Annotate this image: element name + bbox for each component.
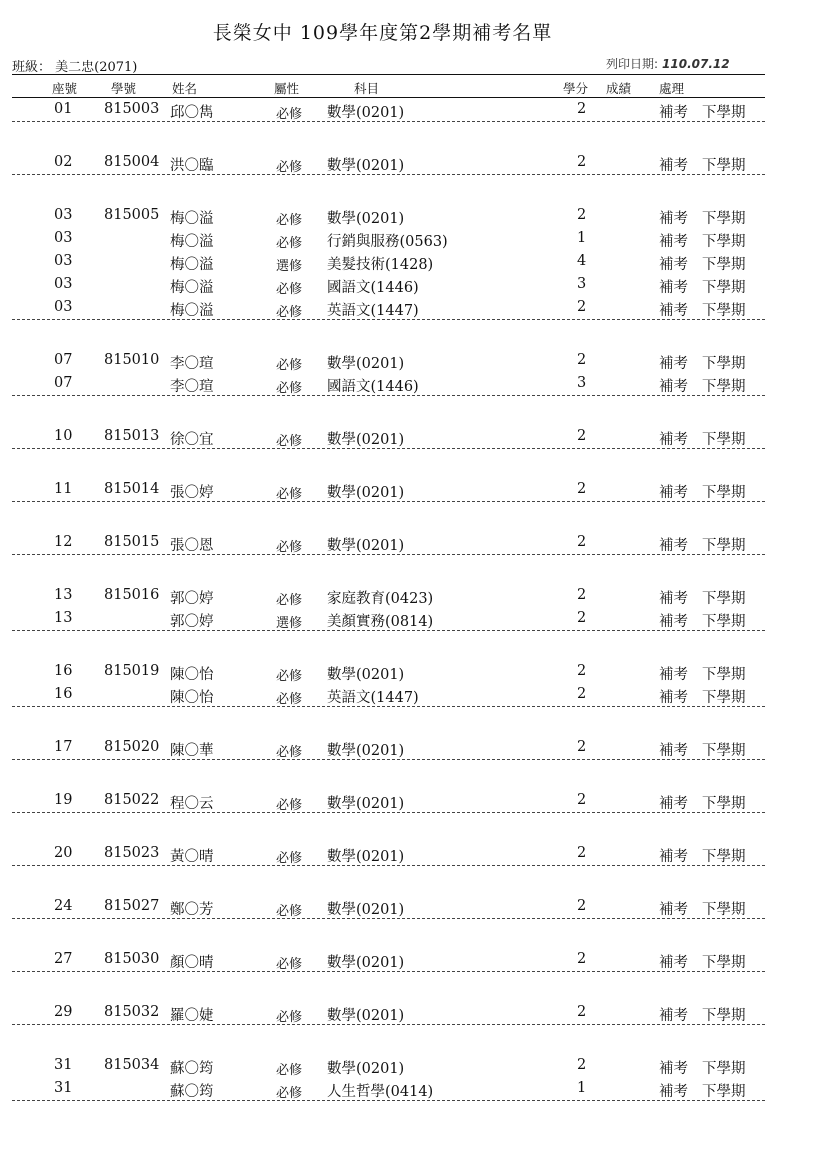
credits-cell: 2 (577, 951, 587, 967)
seat-cell: 13 (54, 587, 73, 603)
attr-cell: 必修 (276, 107, 303, 122)
credits-cell: 2 (577, 739, 587, 755)
name-cell: 陳〇怡 (170, 690, 214, 706)
seat-cell: 03 (54, 299, 73, 315)
name-cell: 程〇云 (170, 796, 214, 812)
name-cell: 張〇婷 (170, 485, 214, 501)
seat-cell: 20 (54, 845, 73, 861)
group-divider (12, 554, 765, 555)
seat-cell: 02 (54, 154, 73, 170)
attr-cell: 必修 (276, 160, 303, 175)
seat-cell: 07 (54, 352, 73, 368)
name-cell: 梅〇溢 (170, 303, 214, 319)
student-id-cell: 815030 (104, 951, 160, 967)
seat-cell: 17 (54, 739, 73, 755)
subject-cell: 英語文(1447) (327, 303, 419, 319)
group-divider (12, 865, 765, 866)
table-row (0, 481, 827, 503)
term-cell: 下學期 (702, 796, 746, 812)
col-subject-header: 科目 (354, 81, 380, 96)
group-divider (12, 395, 765, 396)
seat-cell: 24 (54, 898, 73, 914)
subject-cell: 數學(0201) (327, 743, 405, 759)
header-bottom-rule (12, 97, 765, 98)
credits-cell: 2 (577, 587, 587, 603)
term-cell: 下學期 (702, 432, 746, 448)
attr-cell: 必修 (276, 540, 303, 555)
table-row (0, 845, 827, 867)
col-action-header: 處理 (659, 81, 685, 96)
attr-cell: 必修 (276, 487, 303, 502)
seat-cell: 03 (54, 230, 73, 246)
term-cell: 下學期 (702, 614, 746, 630)
name-cell: 黃〇晴 (170, 849, 214, 865)
name-cell: 徐〇宜 (170, 432, 214, 448)
seat-cell: 01 (54, 101, 73, 117)
term-cell: 下學期 (702, 257, 746, 273)
action-cell: 補考 (659, 257, 688, 273)
group-divider (12, 319, 765, 320)
action-cell: 補考 (659, 432, 688, 448)
seat-cell: 13 (54, 610, 73, 626)
subject-cell: 數學(0201) (327, 796, 405, 812)
name-cell: 蘇〇筠 (170, 1084, 214, 1100)
term-cell: 下學期 (702, 485, 746, 501)
attr-cell: 必修 (276, 957, 303, 972)
seat-cell: 03 (54, 253, 73, 269)
term-cell: 下學期 (702, 303, 746, 319)
term-cell: 下學期 (702, 849, 746, 865)
credits-cell: 2 (577, 428, 587, 444)
table-row (0, 663, 827, 685)
action-cell: 補考 (659, 538, 688, 554)
credits-cell: 4 (577, 253, 587, 269)
table-row (0, 375, 827, 397)
seat-cell: 27 (54, 951, 73, 967)
term-cell: 下學期 (702, 379, 746, 395)
header-top-rule (12, 74, 765, 75)
attr-cell: 必修 (276, 851, 303, 866)
subject-cell: 數學(0201) (327, 211, 405, 227)
action-cell: 補考 (659, 690, 688, 706)
attr-cell: 必修 (276, 1010, 303, 1025)
subject-cell: 數學(0201) (327, 105, 405, 121)
seat-cell: 10 (54, 428, 73, 444)
table-row (0, 154, 827, 176)
table-row (0, 352, 827, 374)
term-cell: 下學期 (702, 356, 746, 372)
subject-cell: 數學(0201) (327, 356, 405, 372)
subject-cell: 數學(0201) (327, 485, 405, 501)
action-cell: 補考 (659, 211, 688, 227)
table-row (0, 299, 827, 321)
group-divider (12, 812, 765, 813)
attr-cell: 必修 (276, 213, 303, 228)
term-cell: 下學期 (702, 158, 746, 174)
action-cell: 補考 (659, 1084, 688, 1100)
student-id-cell: 815003 (104, 101, 160, 117)
table-row (0, 951, 827, 973)
term-cell: 下學期 (702, 1061, 746, 1077)
group-divider (12, 759, 765, 760)
credits-cell: 2 (577, 481, 587, 497)
subject-cell: 數學(0201) (327, 432, 405, 448)
credits-cell: 2 (577, 207, 587, 223)
action-cell: 補考 (659, 303, 688, 319)
term-cell: 下學期 (702, 538, 746, 554)
subject-cell: 數學(0201) (327, 1061, 405, 1077)
action-cell: 補考 (659, 743, 688, 759)
subject-cell: 家庭教育(0423) (327, 591, 434, 607)
name-cell: 陳〇華 (170, 743, 214, 759)
attr-cell: 必修 (276, 1063, 303, 1078)
student-id-cell: 815014 (104, 481, 160, 497)
action-cell: 補考 (659, 1061, 688, 1077)
table-row (0, 686, 827, 708)
subject-cell: 行銷與服務(0563) (327, 234, 448, 250)
subject-cell: 國語文(1446) (327, 280, 419, 296)
attr-cell: 必修 (276, 434, 303, 449)
table-row (0, 207, 827, 229)
name-cell: 鄭〇芳 (170, 902, 214, 918)
student-id-cell: 815027 (104, 898, 160, 914)
subject-cell: 數學(0201) (327, 667, 405, 683)
group-divider (12, 1024, 765, 1025)
action-cell: 補考 (659, 234, 688, 250)
subject-cell: 數學(0201) (327, 849, 405, 865)
action-cell: 補考 (659, 158, 688, 174)
action-cell: 補考 (659, 614, 688, 630)
attr-cell: 必修 (276, 282, 303, 297)
col-attr-header: 屬性 (274, 81, 300, 96)
action-cell: 補考 (659, 280, 688, 296)
credits-cell: 2 (577, 299, 587, 315)
student-id-cell: 815015 (104, 534, 160, 550)
seat-cell: 31 (54, 1080, 73, 1096)
table-row (0, 276, 827, 298)
table-row (0, 428, 827, 450)
action-cell: 補考 (659, 849, 688, 865)
group-divider (12, 630, 765, 631)
term-cell: 下學期 (702, 955, 746, 971)
name-cell: 郭〇婷 (170, 591, 214, 607)
credits-cell: 2 (577, 1004, 587, 1020)
group-divider (12, 971, 765, 972)
table-row (0, 101, 827, 123)
seat-cell: 12 (54, 534, 73, 550)
term-cell: 下學期 (702, 234, 746, 250)
name-cell: 梅〇溢 (170, 280, 214, 296)
student-id-cell: 815005 (104, 207, 160, 223)
name-cell: 梅〇溢 (170, 257, 214, 273)
attr-cell: 必修 (276, 381, 303, 396)
subject-cell: 數學(0201) (327, 955, 405, 971)
term-cell: 下學期 (702, 1008, 746, 1024)
seat-cell: 03 (54, 276, 73, 292)
attr-cell: 必修 (276, 236, 303, 251)
attr-cell: 必修 (276, 669, 303, 684)
seat-cell: 29 (54, 1004, 73, 1020)
name-cell: 羅〇婕 (170, 1008, 214, 1024)
col-seat-header: 座號 (52, 81, 78, 96)
table-row (0, 1080, 827, 1102)
student-id-cell: 815010 (104, 352, 160, 368)
seat-cell: 16 (54, 663, 73, 679)
subject-cell: 數學(0201) (327, 538, 405, 554)
name-cell: 郭〇婷 (170, 614, 214, 630)
term-cell: 下學期 (702, 1084, 746, 1100)
name-cell: 蘇〇筠 (170, 1061, 214, 1077)
table-row (0, 587, 827, 609)
seat-cell: 03 (54, 207, 73, 223)
credits-cell: 3 (577, 276, 587, 292)
action-cell: 補考 (659, 105, 688, 121)
attr-cell: 必修 (276, 305, 303, 320)
subject-cell: 數學(0201) (327, 902, 405, 918)
term-cell: 下學期 (702, 280, 746, 296)
term-cell: 下學期 (702, 667, 746, 683)
attr-cell: 必修 (276, 798, 303, 813)
name-cell: 梅〇溢 (170, 234, 214, 250)
group-divider (12, 121, 765, 122)
student-id-cell: 815032 (104, 1004, 160, 1020)
attr-cell: 必修 (276, 593, 303, 608)
col-score-header: 成績 (606, 81, 632, 96)
action-cell: 補考 (659, 356, 688, 372)
credits-cell: 2 (577, 1057, 587, 1073)
name-cell: 李〇瑄 (170, 379, 214, 395)
subject-cell: 人生哲學(0414) (327, 1084, 434, 1100)
name-cell: 陳〇怡 (170, 667, 214, 683)
table-row (0, 253, 827, 275)
credits-cell: 2 (577, 663, 587, 679)
subject-cell: 美髮技術(1428) (327, 257, 434, 273)
table-row (0, 230, 827, 252)
table-row (0, 534, 827, 556)
group-divider (12, 918, 765, 919)
credits-cell: 2 (577, 101, 587, 117)
student-id-cell: 815020 (104, 739, 160, 755)
table-row (0, 1057, 827, 1079)
group-divider (12, 501, 765, 502)
col-student-id-header: 學號 (111, 81, 137, 96)
credits-cell: 3 (577, 375, 587, 391)
class-label: 班級： 美二忠(2071) (12, 60, 138, 75)
name-cell: 張〇恩 (170, 538, 214, 554)
credits-cell: 1 (577, 1080, 587, 1096)
name-cell: 李〇瑄 (170, 356, 214, 372)
student-id-cell: 815016 (104, 587, 160, 603)
seat-cell: 07 (54, 375, 73, 391)
attr-cell: 選修 (276, 616, 303, 631)
name-cell: 顏〇晴 (170, 955, 214, 971)
page-title: 長榮女中 109學年度第2學期補考名單 (212, 22, 553, 44)
credits-cell: 1 (577, 230, 587, 246)
col-credits-header: 學分 (563, 81, 589, 96)
subject-cell: 數學(0201) (327, 1008, 405, 1024)
action-cell: 補考 (659, 591, 688, 607)
seat-cell: 19 (54, 792, 73, 808)
student-id-cell: 815034 (104, 1057, 160, 1073)
group-divider (12, 1100, 765, 1101)
print-date-value: 110.07.12 (662, 57, 730, 71)
print-date (606, 55, 730, 72)
group-divider (12, 706, 765, 707)
attr-cell: 必修 (276, 358, 303, 373)
table-row (0, 739, 827, 761)
credits-cell: 2 (577, 352, 587, 368)
student-id-cell: 815019 (104, 663, 160, 679)
table-row (0, 792, 827, 814)
credits-cell: 2 (577, 154, 587, 170)
table-row (0, 1004, 827, 1026)
seat-cell: 11 (54, 481, 73, 497)
action-cell: 補考 (659, 902, 688, 918)
name-cell: 邱〇雋 (170, 105, 214, 121)
term-cell: 下學期 (702, 591, 746, 607)
student-id-cell: 815023 (104, 845, 160, 861)
group-divider (12, 174, 765, 175)
student-id-cell: 815022 (104, 792, 160, 808)
attr-cell: 必修 (276, 1086, 303, 1101)
attr-cell: 必修 (276, 745, 303, 760)
action-cell: 補考 (659, 1008, 688, 1024)
col-name-header: 姓名 (172, 81, 198, 96)
seat-cell: 31 (54, 1057, 73, 1073)
table-row (0, 610, 827, 632)
action-cell: 補考 (659, 379, 688, 395)
term-cell: 下學期 (702, 211, 746, 227)
name-cell: 洪〇臨 (170, 158, 214, 174)
attr-cell: 必修 (276, 904, 303, 919)
credits-cell: 2 (577, 845, 587, 861)
attr-cell: 選修 (276, 259, 303, 274)
seat-cell: 16 (54, 686, 73, 702)
attr-cell: 必修 (276, 692, 303, 707)
name-cell: 梅〇溢 (170, 211, 214, 227)
student-id-cell: 815004 (104, 154, 160, 170)
group-divider (12, 448, 765, 449)
term-cell: 下學期 (702, 105, 746, 121)
action-cell: 補考 (659, 796, 688, 812)
credits-cell: 2 (577, 610, 587, 626)
credits-cell: 2 (577, 792, 587, 808)
term-cell: 下學期 (702, 743, 746, 759)
subject-cell: 數學(0201) (327, 158, 405, 174)
term-cell: 下學期 (702, 690, 746, 706)
print-date-label: 列印日期: (606, 57, 659, 71)
subject-cell: 美顏實務(0814) (327, 614, 434, 630)
credits-cell: 2 (577, 534, 587, 550)
subject-cell: 國語文(1446) (327, 379, 419, 395)
table-row (0, 898, 827, 920)
term-cell: 下學期 (702, 902, 746, 918)
subject-cell: 英語文(1447) (327, 690, 419, 706)
credits-cell: 2 (577, 686, 587, 702)
credits-cell: 2 (577, 898, 587, 914)
action-cell: 補考 (659, 955, 688, 971)
action-cell: 補考 (659, 485, 688, 501)
action-cell: 補考 (659, 667, 688, 683)
student-id-cell: 815013 (104, 428, 160, 444)
